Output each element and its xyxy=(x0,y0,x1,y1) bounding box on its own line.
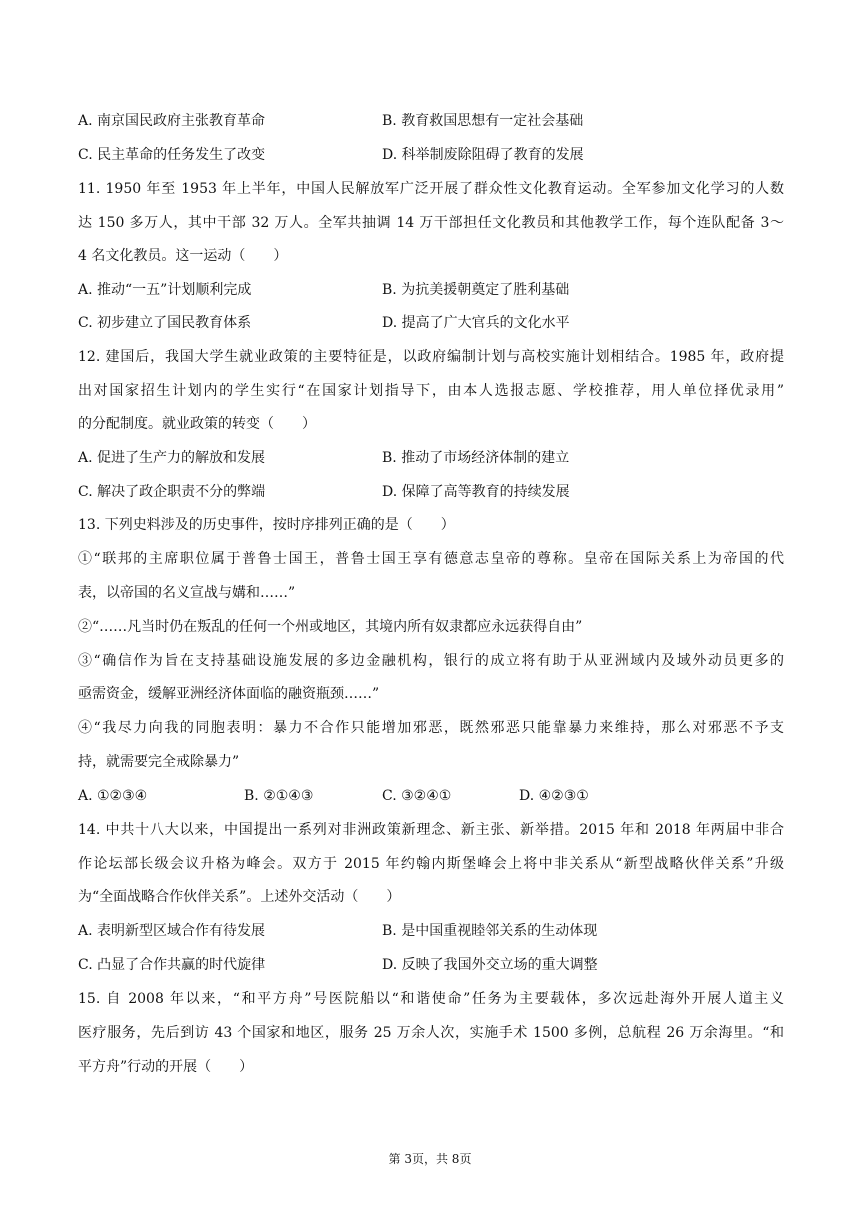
q15-stem-line-2: 医疗服务，先后到访 43 个国家和地区，服务 25 万余人次，实施手术 1500 多例，总航程 26 万余海里。“和 xyxy=(78,1025,784,1041)
q13-option-b: B. ②①④③ xyxy=(244,788,314,804)
q15-stem-line-3: 平方舟”行动的开展（ ） xyxy=(78,1059,254,1075)
q13-source-2: ②“……凡当时仍在叛乱的任何一个州或地区，其境内所有奴隶都应永远获得自由” xyxy=(78,619,583,635)
q13-source-3-line-1: ③“确信作为旨在支持基础设施发展的多边金融机构，银行的成立将有助于从亚洲域内及域外动员更多的 xyxy=(78,653,784,669)
q14-stem-line-2: 作论坛部长级会议升格为峰会。双方于 2015 年约翰内斯堡峰会上将中非关系从“新型战略伙伴关系”升级 xyxy=(78,856,784,872)
q10-option-d: D. 科举制废除阻碍了教育的发展 xyxy=(382,147,584,163)
q13-option-d: D. ④②③① xyxy=(519,788,589,804)
q13-source-4-line-1: ④“我尽力向我的同胞表明：暴力不合作只能增加邪恶，既然邪恶只能靠暴力来维持，那么对邪恶不予支 xyxy=(78,720,784,736)
q12-option-c: C. 解决了政企职责不分的弊端 xyxy=(78,484,266,500)
q10-option-a: A. 南京国民政府主张教育革命 xyxy=(78,113,266,129)
page-number-footer: 第 3页，共 8页 xyxy=(388,1152,472,1166)
q12-option-a: A. 促进了生产力的解放和发展 xyxy=(78,450,266,466)
q12-stem-line-2: 出对国家招生计划内的学生实行“在国家计划指导下，由本人选报志愿、学校推荐，用人单位择优录用” xyxy=(78,383,784,399)
q12-stem-line-3: 的分配制度。就业政策的转变（ ） xyxy=(78,416,316,432)
q13-option-c: C. ③②④① xyxy=(382,788,452,804)
q10-option-c: C. 民主革命的任务发生了改变 xyxy=(78,147,266,163)
q14-option-d: D. 反映了我国外交立场的重大调整 xyxy=(382,957,598,973)
q11-option-c: C. 初步建立了国民教育体系 xyxy=(78,315,252,331)
q14-option-b: B. 是中国重视睦邻关系的生动体现 xyxy=(382,923,598,939)
q11-stem-line-1: 11. 1950 年至 1953 年上半年，中国人民解放军广泛开展了群众性文化教育运动。全军参加文化学习的人数 xyxy=(78,181,784,197)
q13-source-1-line-1: ①“联邦的主席职位属于普鲁士国王，普鲁士国王享有德意志皇帝的尊称。皇帝在国际关系上为帝国的代 xyxy=(78,551,784,567)
q15-stem-line-1: 15. 自 2008 年以来，“和平方舟”号医院船以“和谐使命”任务为主要载体，多次远赴海外开展人道主义 xyxy=(78,991,784,1007)
q11-option-d: D. 提高了广大官兵的文化水平 xyxy=(382,315,570,331)
q11-option-b: B. 为抗美援朝奠定了胜利基础 xyxy=(382,282,570,298)
q11-option-a: A. 推动“一五”计划顺利完成 xyxy=(78,282,252,298)
q14-stem-line-3: 为“全面战略合作伙伴关系”。上述外交活动（ ） xyxy=(78,889,401,905)
q12-stem-line-1: 12. 建国后，我国大学生就业政策的主要特征是，以政府编制计划与高校实施计划相结合。1985 年，政府提 xyxy=(78,349,784,365)
q13-stem: 13. 下列史料涉及的历史事件，按时序排列正确的是（ ） xyxy=(78,517,455,533)
q11-stem-line-2: 达 150 多万人，其中干部 32 万人。全军共抽调 14 万干部担任文化教员和其他教学工作，每个连队配备 3～ xyxy=(78,215,784,231)
q14-option-a: A. 表明新型区域合作有待发展 xyxy=(78,923,266,939)
q12-option-d: D. 保障了高等教育的持续发展 xyxy=(382,484,570,500)
q13-source-1-line-2: 表，以帝国的名义宣战与媾和……” xyxy=(78,585,296,601)
q11-stem-line-3: 4 名文化教员。这一运动（ ） xyxy=(78,248,288,264)
q10-option-b: B. 教育救国思想有一定社会基础 xyxy=(382,113,584,129)
q13-option-a: A. ①②③④ xyxy=(78,788,148,804)
q14-stem-line-1: 14. 中共十八大以来，中国提出一系列对非洲政策新理念、新主张、新举措。2015 年和 2018 年两届中非合 xyxy=(78,822,784,838)
q14-option-c: C. 凸显了合作共赢的时代旋律 xyxy=(78,957,266,973)
q13-source-4-line-2: 持，就需要完全戒除暴力” xyxy=(78,754,240,770)
q12-option-b: B. 推动了市场经济体制的建立 xyxy=(382,450,570,466)
q13-source-3-line-2: 亟需资金，缓解亚洲经济体面临的融资瓶颈……” xyxy=(78,686,380,702)
